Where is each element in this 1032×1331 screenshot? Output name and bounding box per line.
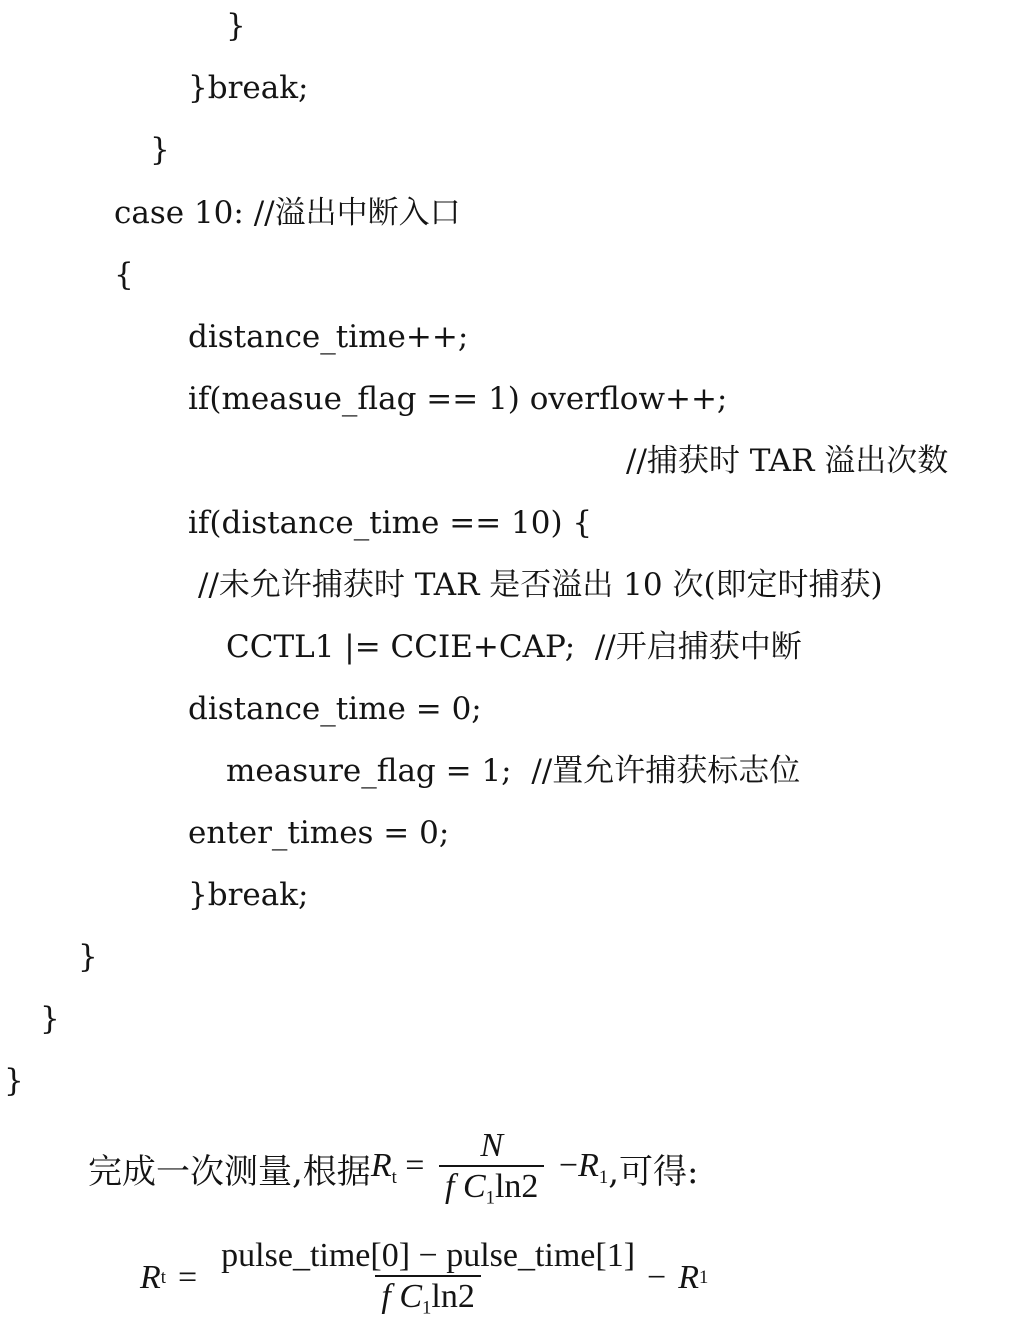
fraction: $\frac{\text{pulse\_time[0] − pulse\_time[1]}}{f C_1\ln 2}$	[221, 1236, 636, 1319]
code-line: }	[4, 1063, 24, 1099]
display-formula: R t = $\frac{\text{pulse\_time[0] − pulse\_time[1]}}{f C_1\ln 2}$ − R 1	[140, 1236, 709, 1319]
code-line: if(distance_time == 10) {	[188, 505, 593, 541]
code-line: }	[226, 8, 246, 44]
fraction: $\frac{N}{f C_1\ln 2}$	[439, 1128, 544, 1209]
code-line: if(measue_flag == 1) overflow++;	[188, 381, 728, 417]
code-comment: //未允许捕获时 TAR 是否溢出 10 次(即定时捕获)	[198, 567, 883, 603]
prose-sentence	[88, 1118, 699, 1218]
code-line: measure_flag = 1; //置允许捕获标志位	[226, 753, 801, 789]
code-line: }	[150, 132, 170, 168]
inline-formula: $R_t$ = $\frac{N}{f C_1\ln 2}$ $-R_1$	[370, 1126, 609, 1209]
code-line: }	[78, 939, 98, 975]
code-line: enter_times = 0;	[188, 815, 450, 851]
code-line: }	[40, 1001, 60, 1037]
code-line: distance_time = 0;	[188, 691, 482, 727]
code-line: {	[114, 257, 134, 293]
prose-text: ,可得:	[608, 1151, 699, 1192]
code-line: CCTL1 |= CCIE+CAP; //开启捕获中断	[226, 629, 802, 665]
code-line: }break;	[188, 70, 309, 106]
prose-text: 完成一次测量,根据	[88, 1151, 371, 1192]
code-line: }break;	[188, 877, 309, 913]
code-comment: //捕获时 TAR 溢出次数	[626, 443, 949, 479]
code-line: case 10: //溢出中断入口	[114, 195, 461, 231]
code-line: distance_time++;	[188, 319, 469, 355]
